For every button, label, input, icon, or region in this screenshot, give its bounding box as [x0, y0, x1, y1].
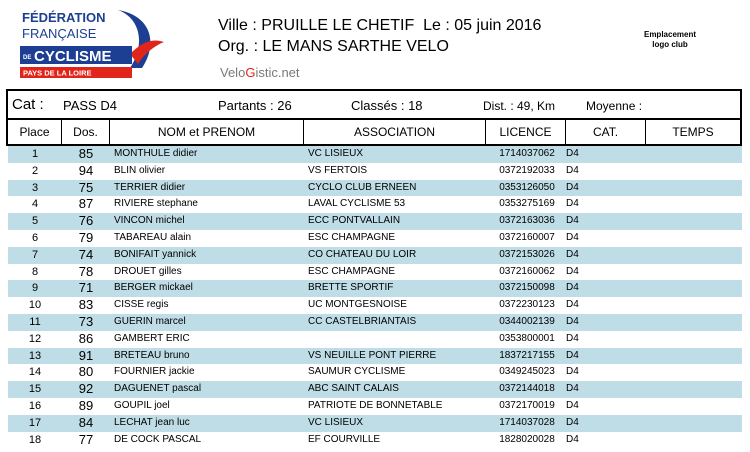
- cell-dos: 78: [78, 263, 94, 279]
- federation-logo: [18, 8, 188, 84]
- brand-part1: Velo: [220, 65, 246, 80]
- brand-part2: G: [245, 65, 256, 80]
- table-row: [8, 213, 742, 230]
- cell-nom: BERGER mickael: [114, 282, 193, 294]
- cell-place: 1: [31, 148, 39, 160]
- cell-place: 7: [31, 248, 39, 261]
- logo-region: PAYS DE LA LOIRE: [23, 68, 92, 78]
- table-row: [8, 247, 742, 264]
- table-header: [6, 120, 742, 146]
- logo-line1: FÉDÉRATION: [22, 10, 106, 25]
- cell-licence: 0344002139: [499, 315, 555, 327]
- cell-association: ESC CHAMPAGNE: [308, 231, 396, 243]
- cell-dos: 92: [78, 381, 94, 397]
- table-row: [8, 146, 742, 163]
- logo-de: DE: [23, 55, 32, 61]
- cell-licence: 0372230123: [499, 299, 555, 311]
- cell-place: 17: [28, 416, 42, 429]
- col-nom: NOM et PRENOM: [110, 120, 304, 144]
- cell-dos: 77: [78, 431, 94, 447]
- cell-cat: D4: [566, 265, 579, 277]
- cell-place: 14: [28, 366, 42, 379]
- cell-cat: D4: [566, 198, 579, 210]
- cell-place: 5: [31, 215, 39, 228]
- cell-cat: D4: [566, 248, 579, 260]
- cell-cat: D4: [566, 399, 579, 411]
- col-licence: LICENCE: [486, 120, 566, 144]
- table-row: [8, 264, 742, 281]
- cell-place: 2: [31, 164, 39, 177]
- cell-place: 15: [28, 383, 42, 396]
- cell-place: 10: [28, 299, 42, 312]
- cell-association: ESC CHAMPAGNE: [308, 265, 396, 277]
- cell-association: EF COURVILLE: [308, 433, 381, 445]
- cell-nom: TERRIER didier: [114, 181, 186, 193]
- table-row: [8, 398, 742, 415]
- cell-nom: BRETEAU bruno: [114, 349, 190, 361]
- cell-place: 18: [28, 433, 42, 446]
- velogistic-brand: [220, 65, 300, 80]
- cell-dos: 86: [78, 330, 94, 346]
- cell-place: 9: [31, 282, 39, 295]
- cell-licence: 1714037062: [499, 148, 555, 159]
- cell-association: VC LISIEUX: [308, 148, 364, 159]
- cell-licence: 0372160007: [499, 231, 555, 243]
- cell-association: CYCLO CLUB ERNEEN: [308, 181, 417, 193]
- cell-dos: 75: [78, 179, 94, 195]
- col-association: ASSOCIATION: [304, 120, 486, 144]
- cell-cat: D4: [566, 416, 579, 428]
- classes: Classés : 18: [351, 98, 423, 113]
- cell-licence: 0372144018: [499, 383, 555, 395]
- cell-cat: D4: [566, 315, 579, 327]
- moyenne: Moyenne :: [586, 99, 643, 113]
- logo-cyclisme: CYCLISME: [34, 48, 112, 65]
- cell-dos: 91: [78, 347, 94, 363]
- cell-cat: D4: [566, 148, 579, 159]
- cell-association: ECC PONTVALLAIN: [308, 215, 401, 227]
- table-row: [8, 348, 742, 365]
- cell-licence: 0372150098: [499, 282, 555, 294]
- cell-nom: BLIN olivier: [114, 164, 166, 176]
- cell-licence: 1714037028: [499, 416, 555, 428]
- table-row: [8, 381, 742, 398]
- race-summary: [6, 89, 742, 120]
- cell-nom: GAMBERT ERIC: [114, 332, 190, 344]
- org-value: LE MANS SARTHE VELO: [262, 38, 449, 55]
- cell-cat: D4: [566, 349, 579, 361]
- cell-dos: 83: [78, 297, 94, 313]
- cell-association: ABC SAINT CALAIS: [308, 383, 399, 395]
- cell-licence: 0353275169: [499, 198, 555, 210]
- cell-cat: D4: [566, 299, 579, 311]
- cell-nom: MONTHULE didier: [114, 148, 198, 159]
- cell-nom: TABAREAU alain: [114, 231, 192, 243]
- cell-association: SAUMUR CYCLISME: [308, 366, 406, 378]
- logo-club-placeholder: [620, 30, 720, 50]
- col-dos: Dos.: [62, 120, 110, 144]
- logo-club-line1: Emplacement: [643, 30, 697, 39]
- cell-dos: 71: [78, 280, 94, 296]
- table-row: [8, 297, 742, 314]
- table-row: [8, 364, 742, 381]
- cat-label: Cat :: [12, 96, 44, 113]
- cell-cat: D4: [566, 366, 579, 378]
- ville-value: PRUILLE LE CHETIF: [261, 17, 415, 34]
- col-temps: TEMPS: [672, 125, 714, 139]
- cell-cat: D4: [566, 332, 579, 344]
- table-row: [8, 314, 742, 331]
- table-row: [8, 331, 742, 348]
- table-row: [8, 230, 742, 247]
- partants: Partants : 26: [218, 98, 292, 113]
- cell-cat: D4: [566, 181, 579, 193]
- cell-licence: 0353126050: [499, 181, 555, 193]
- cell-nom: DE COCK PASCAL: [114, 433, 202, 445]
- cell-licence: 0372160062: [499, 265, 555, 277]
- table-row: [8, 280, 742, 297]
- date-value: 05 juin 2016: [454, 17, 542, 34]
- table-row: [8, 415, 742, 432]
- cell-dos: 74: [78, 246, 94, 262]
- cell-association: BRETTE SPORTIF: [308, 282, 394, 294]
- cell-association: LAVAL CYCLISME 53: [308, 198, 406, 210]
- cell-place: 12: [28, 332, 42, 345]
- org-label: Org. :: [218, 38, 259, 55]
- ville-label: Ville :: [218, 17, 257, 34]
- cell-dos: 85: [78, 146, 94, 161]
- distance: Dist. : 49, Km: [483, 99, 556, 113]
- cell-place: 3: [31, 181, 39, 194]
- cell-nom: DAGUENET pascal: [114, 383, 202, 395]
- table-row: [8, 432, 742, 449]
- cell-dos: 73: [78, 313, 94, 329]
- cell-place: 13: [28, 349, 42, 362]
- cell-place: 11: [29, 315, 41, 328]
- cell-association: PATRIOTE DE BONNETABLE: [308, 399, 443, 411]
- cell-licence: 0372163036: [499, 215, 555, 227]
- cell-association: CO CHATEAU DU LOIR: [308, 248, 417, 260]
- cat-value: PASS D4: [63, 98, 117, 113]
- cell-licence: 0372192033: [499, 164, 555, 176]
- cell-nom: BONIFAIT yannick: [114, 248, 197, 260]
- results-table: [8, 146, 742, 448]
- date-label: Le :: [423, 17, 450, 34]
- cell-association: VC LISIEUX: [308, 416, 364, 428]
- brand-part3: istic.net: [255, 65, 300, 80]
- cell-cat: D4: [566, 164, 579, 176]
- cell-nom: LECHAT jean luc: [114, 416, 190, 428]
- cell-licence: 1828020028: [499, 433, 555, 445]
- cell-association: VS NEUILLE PONT PIERRE: [308, 349, 437, 361]
- cell-nom: GUERIN marcel: [114, 315, 186, 327]
- cell-dos: 79: [78, 229, 94, 245]
- event-line-2: [218, 38, 449, 56]
- cell-association: VS FERTOIS: [308, 164, 368, 176]
- cell-nom: FOURNIER jackie: [114, 366, 195, 378]
- logo-club-line2: logo club: [652, 40, 688, 49]
- cell-licence: 0349245023: [499, 366, 555, 378]
- cell-place: 6: [31, 231, 39, 244]
- cell-cat: D4: [566, 282, 579, 294]
- cell-dos: 89: [78, 397, 94, 413]
- cell-cat: D4: [566, 215, 579, 227]
- cell-nom: CISSE regis: [114, 299, 169, 311]
- table-row: [8, 163, 742, 180]
- cell-cat: D4: [566, 433, 579, 445]
- cell-licence: 1837217155: [499, 349, 555, 361]
- cell-dos: 87: [78, 196, 94, 212]
- cell-licence: 0353800001: [499, 332, 555, 344]
- cell-dos: 76: [78, 213, 94, 229]
- cell-dos: 94: [78, 162, 94, 178]
- col-cat: CAT.: [566, 120, 646, 144]
- cell-cat: D4: [566, 231, 579, 243]
- cell-licence: 0372153026: [499, 248, 555, 260]
- cell-cat: D4: [566, 383, 579, 395]
- col-place: Place: [8, 120, 62, 144]
- table-row: [8, 180, 742, 197]
- table-row: [8, 196, 742, 213]
- cell-place: 8: [31, 265, 39, 278]
- cell-association: UC MONTGESNOISE: [308, 299, 407, 311]
- event-line-1: [218, 17, 541, 35]
- cell-dos: 84: [78, 414, 94, 430]
- cell-nom: VINCON michel: [114, 215, 185, 227]
- cell-dos: 80: [78, 364, 94, 380]
- cell-licence: 0372170019: [499, 399, 555, 411]
- cell-association: CC CASTELBRIANTAIS: [308, 315, 417, 327]
- cell-nom: DROUET gilles: [114, 265, 182, 277]
- logo-line2: FRANÇAISE: [22, 26, 97, 41]
- cell-nom: RIVIERE stephane: [114, 198, 198, 210]
- cell-nom: GOUPIL joel: [114, 399, 170, 411]
- cell-place: 16: [28, 399, 42, 412]
- cell-place: 4: [31, 198, 39, 211]
